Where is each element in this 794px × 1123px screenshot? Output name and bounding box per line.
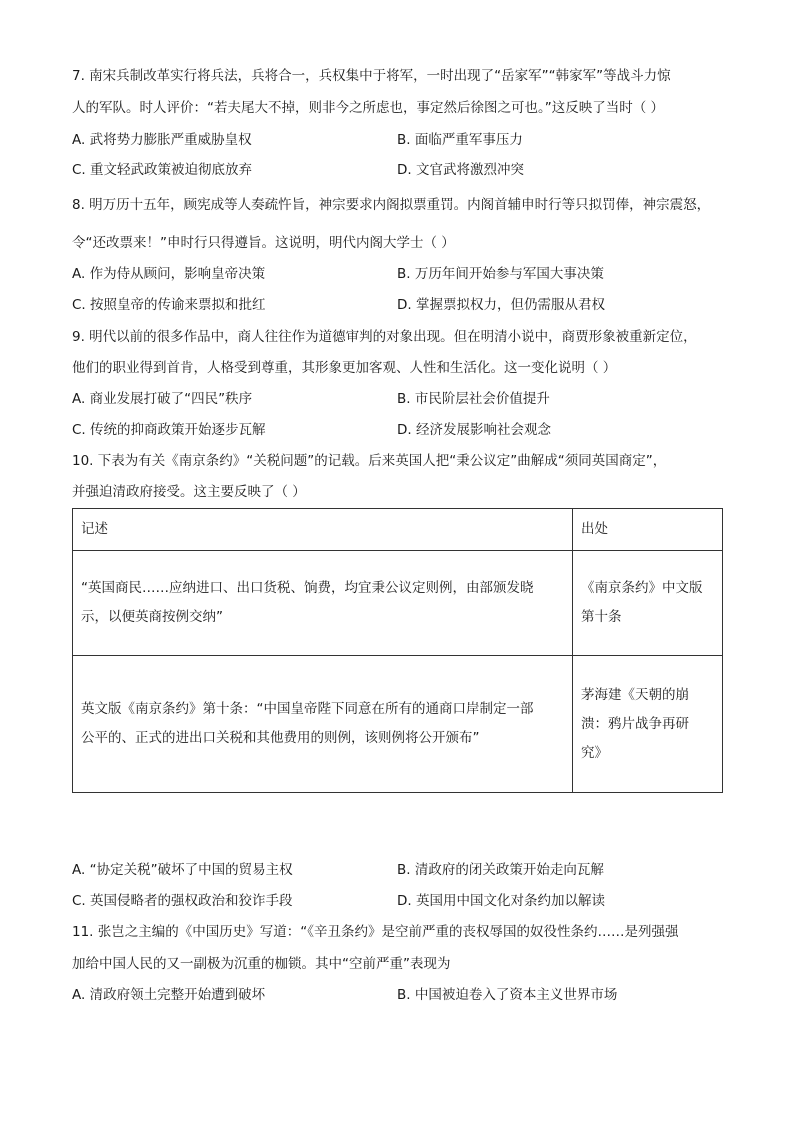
q7-stem-line1: 7. 南宋兵制改革实行将兵法，兵将合一，兵权集中于将军，一时出现了“岳家军”“韩家军”等战斗力惊 <box>72 68 671 84</box>
q8-stem-line1: 8. 明万历十五年，顾宪成等人奏疏忤旨，神宗要求内阁拟票重罚。内阁首辅申时行等只拟罚俸，神宗震怒， <box>72 197 711 213</box>
q9-option-a: A. 商业发展打破了“四民”秩序 <box>72 391 253 407</box>
table-row <box>73 551 723 656</box>
q10-option-b: B. 清政府的闭关政策开始走向瓦解 <box>397 862 604 878</box>
table-cell-record <box>73 551 573 656</box>
q7-option-c: C. 重文轻武政策被迫彻底放弃 <box>72 162 253 178</box>
table-cell-source <box>573 551 723 656</box>
q10-option-d: D. 英国用中国文化对条约加以解读 <box>397 893 605 909</box>
table-cell-record <box>73 656 573 793</box>
q10-option-c: C. 英国侵略者的强权政治和狡诈手段 <box>72 893 293 909</box>
q9-option-b: B. 市民阶层社会价值提升 <box>397 391 550 407</box>
record-line: “英国商民……应纳进口、出口货税、饷费，均宜秉公议定则例，由部颁发晓 <box>81 580 534 596</box>
q9-stem-line1: 9. 明代以前的很多作品中，商人往往作为道德审判的对象出现。但在明清小说中，商贾形象被重新定位， <box>72 329 697 345</box>
record-line: 公平的、正式的进出口关税和其他费用的则例，该则例将公开颁布” <box>81 730 480 746</box>
table-cell-source <box>573 656 723 793</box>
q8-option-b: B. 万历年间开始参与军国大事决策 <box>397 266 604 282</box>
q9-stem-line2: 他们的职业得到首肯，人格受到尊重，其形象更加客观、人性和生活化。这一变化说明（ ） <box>72 360 617 376</box>
source-line: 溃：鸦片战争再研 <box>581 715 689 732</box>
table-row <box>73 656 723 793</box>
q11-stem-line1: 11. 张岂之主编的《中国历史》写道：“《辛丑条约》是空前严重的丧权辱国的奴役性条约……是列强强 <box>72 924 679 940</box>
q9-option-c: C. 传统的抑商政策开始逐步瓦解 <box>72 422 266 438</box>
q7-option-b: B. 面临严重军事压力 <box>397 132 523 148</box>
table-header-row <box>73 509 723 551</box>
q8-option-a: A. 作为侍从顾问，影响皇帝决策 <box>72 266 266 282</box>
q10-stem-line2: 并强迫清政府接受。这主要反映了（ ） <box>72 484 306 500</box>
records-table <box>72 508 723 793</box>
table-header-source: 出处 <box>573 509 723 551</box>
source-line: 究》 <box>581 744 608 761</box>
source-line: 茅海建《天朝的崩 <box>581 686 689 703</box>
q7-option-a: A. 武将势力膨胀严重威胁皇权 <box>72 132 252 148</box>
q11-option-a: A. 清政府领土完整开始遭到破坏 <box>72 987 266 1003</box>
q7-stem-line2: 人的军队。时人评价：“若夫尾大不掉，则非今之所虑也，事定然后徐图之可也。”这反映了当时（ ） <box>72 100 665 116</box>
source-line: 《南京条约》中文版 <box>581 580 703 596</box>
record-line: 英文版《南京条约》第十条：“中国皇帝陛下同意在所有的通商口岸制定一部 <box>81 701 534 717</box>
q11-option-b: B. 中国被迫卷入了资本主义世界市场 <box>397 987 618 1003</box>
source-line: 第十条 <box>581 609 622 625</box>
q10-option-a: A. “协定关税”破坏了中国的贸易主权 <box>72 862 293 878</box>
q9-option-d: D. 经济发展影响社会观念 <box>397 422 551 438</box>
table-header-record: 记述 <box>73 509 573 551</box>
q8-option-c: C. 按照皇帝的传谕来票拟和批红 <box>72 297 266 313</box>
q7-option-d: D. 文官武将激烈冲突 <box>397 162 524 178</box>
q11-stem-line2: 加给中国人民的又一副极为沉重的枷锁。其中“空前严重”表现为 <box>72 956 451 972</box>
q8-option-d: D. 掌握票拟权力，但仍需服从君权 <box>397 297 605 313</box>
record-line: 示，以便英商按例交纳” <box>81 609 223 625</box>
q10-stem-line1: 10. 下表为有关《南京条约》“关税问题”的记载。后来英国人把“秉公议定”曲解成“须同英国商定”， <box>72 453 667 469</box>
q8-stem-line2: 令“还改票来！”申时行只得遵旨。这说明，明代内阁大学士（ ） <box>72 235 455 251</box>
